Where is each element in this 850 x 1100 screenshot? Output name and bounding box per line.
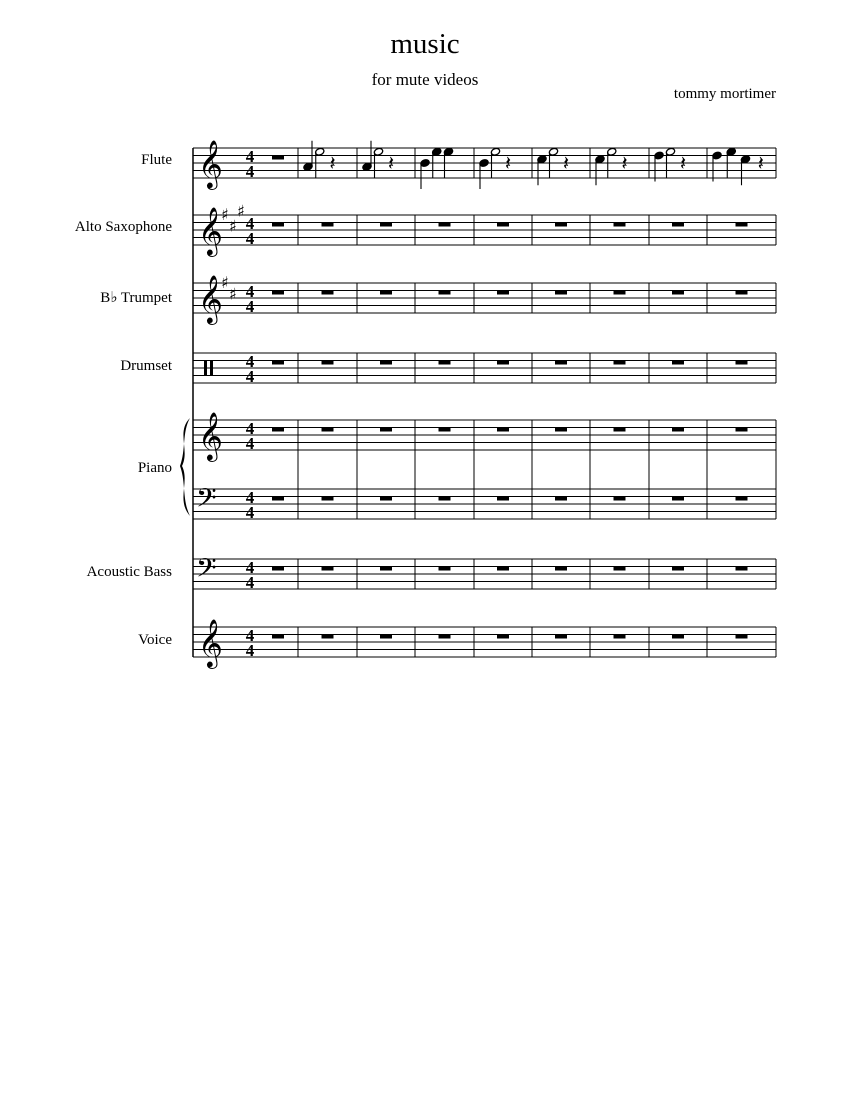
whole-rest [614, 428, 626, 432]
whole-rest [322, 497, 334, 501]
whole-rest [672, 635, 684, 639]
whole-rest [272, 291, 284, 295]
whole-rest [672, 223, 684, 227]
whole-rest [736, 428, 748, 432]
instrument-label-flute: Flute [141, 152, 172, 168]
whole-rest [614, 497, 626, 501]
whole-rest [497, 291, 509, 295]
whole-rest [439, 428, 451, 432]
treble-clef-icon: 𝄞 [198, 274, 223, 323]
bass-clef-icon: 𝄢 [196, 552, 217, 590]
whole-rest [497, 567, 509, 571]
time-signature-numerator: 4 [245, 558, 255, 577]
whole-rest [272, 223, 284, 227]
whole-rest [272, 428, 284, 432]
score-title: music [390, 28, 460, 60]
whole-rest [672, 428, 684, 432]
instrument-label-alto-saxophone: Alto Saxophone [74, 219, 172, 235]
instrument-label-acoustic-bass: Acoustic Bass [86, 564, 172, 580]
whole-rest [555, 635, 567, 639]
whole-rest [672, 567, 684, 571]
whole-rest [736, 635, 748, 639]
trumpet-name: Trumpet [120, 290, 172, 306]
time-signature-numerator: 4 [245, 488, 255, 507]
time-signature-denominator: 4 [245, 641, 255, 660]
percussion-clef-icon [210, 361, 213, 376]
sharp-icon: ♯ [221, 205, 229, 224]
whole-rest [380, 428, 392, 432]
treble-clef-icon: 𝄞 [198, 139, 223, 188]
whole-rest [380, 223, 392, 227]
whole-rest [672, 497, 684, 501]
treble-clef-icon: 𝄞 [198, 411, 223, 460]
whole-rest [439, 635, 451, 639]
whole-rest [736, 497, 748, 501]
treble-clef-icon: 𝄞 [198, 618, 223, 667]
whole-rest [322, 361, 334, 365]
time-signature-numerator: 4 [245, 214, 255, 233]
time-signature-denominator: 4 [245, 367, 255, 386]
whole-rest [672, 361, 684, 365]
clefs [196, 139, 223, 669]
percussion-clef-icon [204, 361, 207, 376]
whole-rest [439, 497, 451, 501]
whole-rest [380, 567, 392, 571]
time-signature-numerator: 4 [245, 626, 255, 645]
whole-rest [555, 428, 567, 432]
instrument-label-piano: Piano [137, 460, 172, 476]
whole-rest [380, 361, 392, 365]
whole-rest [614, 291, 626, 295]
sharp-icon: ♯ [229, 284, 237, 304]
whole-rest [614, 361, 626, 365]
sharp-icon: ♯ [221, 273, 229, 292]
whole-rest [555, 361, 567, 365]
whole-rest [736, 361, 748, 365]
composer: tommy mortimer [673, 86, 776, 102]
quarter-rest: 𝄽 [680, 151, 687, 175]
whole-rest [439, 223, 451, 227]
sharp-icon: ♯ [237, 201, 245, 221]
time-signature-numerator: 4 [245, 419, 255, 438]
whole-rest [555, 223, 567, 227]
quarter-rest: 𝄽 [621, 151, 628, 175]
whole-rest [272, 635, 284, 639]
whole-rest [322, 635, 334, 639]
whole-rest [322, 428, 334, 432]
time-signature-denominator: 4 [245, 434, 255, 453]
whole-rest [614, 635, 626, 639]
quarter-rest: 𝄽 [388, 151, 395, 175]
whole-rest [736, 223, 748, 227]
whole-rest [736, 291, 748, 295]
whole-rest [380, 635, 392, 639]
time-signature-denominator: 4 [245, 162, 255, 181]
whole-rest [736, 567, 748, 571]
whole-rest [497, 635, 509, 639]
whole-rest [380, 497, 392, 501]
quarter-rest: 𝄽 [757, 151, 764, 175]
whole-rest [380, 291, 392, 295]
time-signatures [246, 147, 255, 660]
bass-clef-icon: 𝄢 [196, 482, 217, 520]
whole-rest [497, 428, 509, 432]
whole-rest [322, 567, 334, 571]
whole-rest [322, 291, 334, 295]
whole-rest [272, 497, 284, 501]
whole-rest [497, 497, 509, 501]
whole-rest [322, 223, 334, 227]
quarter-rest: 𝄽 [505, 151, 512, 175]
whole-rest [497, 223, 509, 227]
whole-rest [439, 291, 451, 295]
whole-rest [439, 361, 451, 365]
whole-rest [672, 291, 684, 295]
time-signature-numerator: 4 [245, 352, 255, 371]
quarter-rest: 𝄽 [563, 151, 570, 175]
time-signature-denominator: 4 [245, 503, 255, 522]
quarter-rest: 𝄽 [329, 151, 336, 175]
time-signature-denominator: 4 [245, 573, 255, 592]
whole-rest [272, 567, 284, 571]
whole-rest [272, 156, 284, 160]
whole-rest [555, 567, 567, 571]
whole-rest [272, 361, 284, 365]
time-signature-denominator: 4 [245, 297, 255, 316]
sharp-icon: ♯ [229, 216, 237, 236]
instrument-label-voice: Voice [138, 632, 172, 648]
whole-rest [439, 567, 451, 571]
time-signature-denominator: 4 [245, 229, 255, 248]
whole-rest [555, 291, 567, 295]
score-subtitle: for mute videos [371, 70, 479, 89]
instrument-label-drumset: Drumset [120, 358, 172, 374]
piano-brace [180, 418, 190, 516]
trumpet-prefix: B [100, 290, 111, 306]
time-signature-numerator: 4 [245, 282, 255, 301]
time-signature-numerator: 4 [245, 147, 255, 166]
flat-sign: ♭ [110, 290, 118, 306]
treble-clef-icon: 𝄞 [198, 206, 223, 255]
whole-rest [614, 223, 626, 227]
whole-rest [614, 567, 626, 571]
whole-rest [497, 361, 509, 365]
whole-rest [555, 497, 567, 501]
key-signatures [221, 201, 245, 303]
